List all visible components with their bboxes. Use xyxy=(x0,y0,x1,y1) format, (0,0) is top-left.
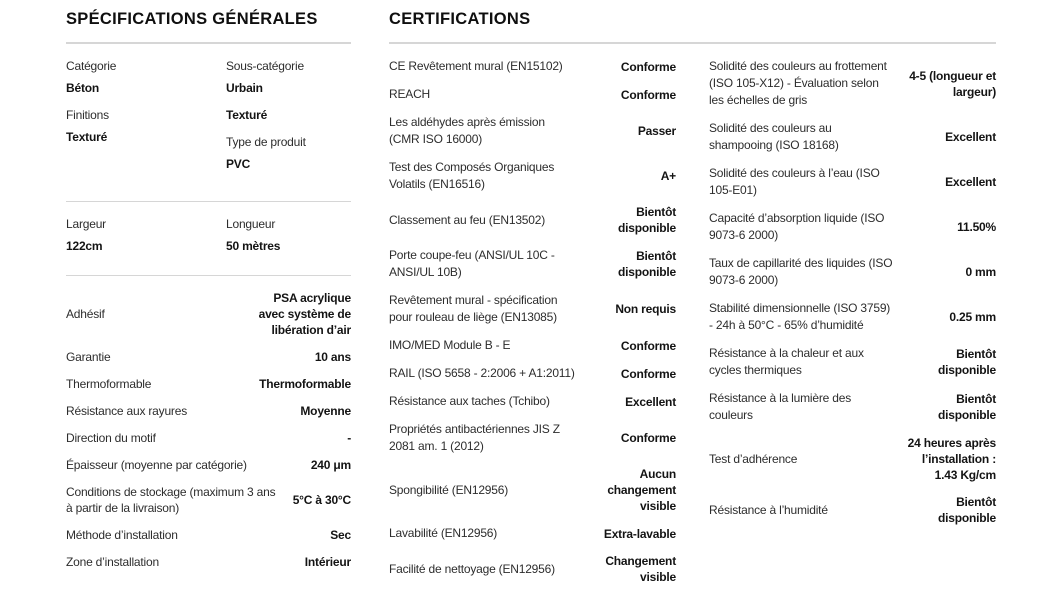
certification-label: Stabilité dimensionnelle (ISO 3759) - 24h à 50°C - 65% d’humidité xyxy=(709,301,891,332)
property-label: Direction du motif xyxy=(66,431,156,445)
certification-label: Revêtement mural - spécification pour rouleau de liège (EN13085) xyxy=(389,293,558,324)
dimensions-grid xyxy=(66,216,351,265)
certification-value: Conforme xyxy=(620,87,676,102)
certification-label: Facilité de nettoyage (EN12956) xyxy=(389,561,555,576)
certification-row xyxy=(709,165,996,199)
property-label: Épaisseur (moyenne par catégorie) xyxy=(66,458,247,472)
property-value: Moyenne xyxy=(300,404,351,418)
attribute-label: Catégorie xyxy=(66,59,117,73)
attribute-value: Texturé xyxy=(66,130,108,144)
certifications-section xyxy=(389,0,996,596)
property-row xyxy=(66,290,351,338)
certification-row xyxy=(389,58,676,75)
certification-value: A+ xyxy=(660,169,676,183)
certification-row xyxy=(389,204,676,236)
certification-row xyxy=(389,553,676,585)
certification-value: Bientôt disponible xyxy=(937,392,996,422)
property-value: Sec xyxy=(330,528,351,542)
property-row xyxy=(66,484,351,516)
divider xyxy=(66,201,351,202)
property-row xyxy=(66,527,351,543)
certification-label: Résistance aux taches (Tchibo) xyxy=(389,394,550,408)
general-specs-title: SPÉCIFICATIONS GÉNÉRALES xyxy=(66,10,318,28)
property-value: 5°C à 30°C xyxy=(292,493,351,507)
certifications-columns xyxy=(389,58,996,596)
attribute-item xyxy=(66,58,226,96)
attribute-value: Béton xyxy=(66,81,99,95)
property-row xyxy=(66,554,351,570)
certification-row xyxy=(389,114,676,148)
property-value: PSA acrylique avec système de libération d’air xyxy=(258,291,351,337)
certification-label: Propriétés antibactériennes JIS Z 2081 am. 1 (2012) xyxy=(389,422,560,453)
attribute-item xyxy=(66,107,226,145)
certification-label: Taux de capillarité des liquides (ISO 9073-6 2000) xyxy=(709,256,893,287)
property-row xyxy=(66,376,351,392)
property-label: Méthode d’installation xyxy=(66,528,178,542)
certification-label: Résistance à la chaleur et aux cycles thermiques xyxy=(709,346,864,377)
certification-value: 11.50% xyxy=(957,220,996,234)
attribute-value: PVC xyxy=(226,157,251,171)
dimension-label: Largeur xyxy=(66,217,106,231)
certification-row xyxy=(389,159,676,193)
certification-label: Test des Composés Organiques Volatils (EN16516) xyxy=(389,160,555,191)
divider xyxy=(66,42,351,44)
certification-value: Non requis xyxy=(615,302,676,316)
dimension-item xyxy=(226,216,351,254)
certification-value: Bientôt disponible xyxy=(937,495,996,525)
certification-row xyxy=(389,292,676,326)
certification-row xyxy=(709,210,996,244)
certification-row xyxy=(709,300,996,334)
general-specs-section xyxy=(66,0,351,581)
property-row xyxy=(66,403,351,419)
properties-list xyxy=(66,290,351,570)
certification-value: Conforme xyxy=(620,431,676,445)
attribute-item xyxy=(226,58,351,96)
certifications-title: CERTIFICATIONS xyxy=(389,10,531,28)
certification-label: Test d’adhérence xyxy=(709,451,798,466)
certification-row xyxy=(389,466,676,514)
general-attributes-col2 xyxy=(226,58,351,183)
certification-row xyxy=(709,255,996,289)
certification-row xyxy=(389,86,676,103)
certification-label: Solidité des couleurs au frottement (ISO 105-X12) - Évaluation selon les échelles de gris xyxy=(709,59,887,107)
certification-row xyxy=(389,421,676,455)
certification-label: Solidité des couleurs au shampooing (ISO 18168) xyxy=(709,121,839,152)
certification-row xyxy=(389,525,676,542)
attribute-value: Urbain xyxy=(226,81,263,95)
certifications-col2 xyxy=(709,58,996,596)
certification-value: Conforme xyxy=(620,338,676,353)
dimension-value: 122cm xyxy=(66,239,103,253)
certification-value: Bientôt disponible xyxy=(617,249,676,279)
property-value: Thermoformable xyxy=(259,377,351,391)
certification-value: Conforme xyxy=(620,366,676,381)
certification-label: IMO/MED Module B - E xyxy=(389,338,511,352)
certification-value: Conforme xyxy=(620,59,676,74)
certification-row xyxy=(709,345,996,379)
certification-value: Bientôt disponible xyxy=(937,347,996,377)
property-row xyxy=(66,349,351,365)
certification-label: RAIL (ISO 5658 - 2:2006 + A1:2011) xyxy=(389,366,575,380)
certification-row xyxy=(709,435,996,483)
dimension-item xyxy=(66,216,226,254)
certification-row xyxy=(709,120,996,154)
attribute-item xyxy=(226,134,351,172)
attribute-value: Texturé xyxy=(226,108,268,122)
divider xyxy=(66,275,351,276)
attribute-label: Finitions xyxy=(66,108,109,122)
certifications-col1 xyxy=(389,58,676,596)
dimension-label: Longueur xyxy=(226,217,276,231)
certification-value: 4-5 (longueur et largeur) xyxy=(909,68,996,99)
certification-row xyxy=(709,390,996,424)
property-value: 10 ans xyxy=(314,350,351,364)
certification-label: CE Revêtement mural (EN15102) xyxy=(389,59,563,73)
property-label: Résistance aux rayures xyxy=(66,404,187,418)
certification-label: Porte coupe-feu (ANSI/UL 10C - ANSI/UL 10B) xyxy=(389,248,555,279)
certification-label: REACH xyxy=(389,87,431,101)
property-label: Thermoformable xyxy=(66,377,152,391)
property-row xyxy=(66,430,351,446)
property-value: 240 μm xyxy=(310,458,351,472)
certification-value: Passer xyxy=(637,124,676,138)
certification-value: Bientôt disponible xyxy=(617,205,676,235)
certification-value: Extra-lavable xyxy=(603,526,676,541)
property-label: Garantie xyxy=(66,350,111,364)
certification-row xyxy=(389,337,676,354)
certification-value: Aucun changement visible xyxy=(607,467,676,513)
divider xyxy=(389,42,996,44)
certification-row xyxy=(389,365,676,382)
certification-label: Classement au feu (EN13502) xyxy=(389,212,546,227)
attribute-item xyxy=(226,107,351,123)
property-value: Intérieur xyxy=(304,555,351,569)
general-attributes-grid xyxy=(66,58,351,183)
certification-value: Changement visible xyxy=(605,554,676,584)
certification-label: Spongibilité (EN12956) xyxy=(389,482,509,497)
certification-row xyxy=(709,58,996,109)
property-row xyxy=(66,457,351,473)
certification-value: 24 heures après l’installation : 1.43 Kg/cm xyxy=(907,436,996,482)
attribute-label: Type de produit xyxy=(226,135,306,149)
certification-value: Excellent xyxy=(625,394,676,409)
certification-value: 0.25 mm xyxy=(949,310,996,324)
certification-row xyxy=(709,494,996,526)
property-label: Zone d’installation xyxy=(66,555,159,569)
certification-label: Les aldéhydes après émission (CMR ISO 16000) xyxy=(389,115,545,146)
property-label: Conditions de stockage (maximum 3 ans à partir de la livraison) xyxy=(66,485,276,515)
certification-value: Excellent xyxy=(945,130,996,144)
certification-label: Résistance à la lumière des couleurs xyxy=(709,391,852,422)
dimension-value: 50 mètres xyxy=(226,239,281,253)
attribute-label: Sous-catégorie xyxy=(226,59,304,73)
certification-label: Lavabilité (EN12956) xyxy=(389,526,498,540)
property-label: Adhésif xyxy=(66,307,105,321)
certification-label: Résistance à l’humidité xyxy=(709,502,828,517)
certification-value: 0 mm xyxy=(965,265,996,279)
certification-label: Capacité d’absorption liquide (ISO 9073-6 2000) xyxy=(709,211,885,242)
general-attributes-col1 xyxy=(66,58,226,183)
certification-row xyxy=(389,247,676,281)
certification-row xyxy=(389,393,676,410)
certification-value: Excellent xyxy=(945,175,996,189)
certification-label: Solidité des couleurs à l’eau (ISO 105-E01) xyxy=(709,166,880,197)
property-value: - xyxy=(347,431,351,445)
